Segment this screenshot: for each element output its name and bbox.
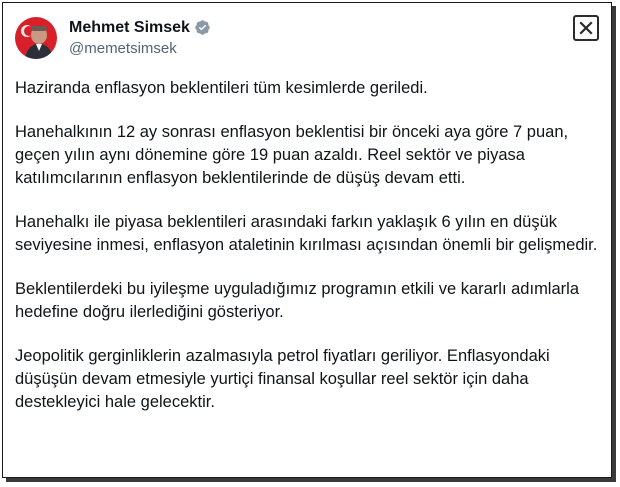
author-names bbox=[69, 18, 211, 59]
tweet-card bbox=[2, 2, 612, 478]
tweet-paragraph: Beklentilerdeki bu iyileşme uyguladığımız programın etkili ve kararlı adımlarla hedefine doğru ilerlediğini gösteriyor. bbox=[15, 280, 579, 321]
close-icon bbox=[579, 21, 593, 35]
tweet-paragraph: Haziranda enflasyon beklentileri tüm kesimlerde geriledi. bbox=[15, 79, 428, 97]
tweet-paragraph: Hanehalkının 12 ay sonrası enflasyon beklentisi bir önceki aya göre 7 puan, geçen yılın aynı dönemine göre 19 puan azaldı. Reel sektör ve piyasa katılımcılarının enflasyon beklentilerinde de düşüş devam etti. bbox=[15, 123, 569, 187]
author-handle[interactable]: @memetsimsek bbox=[69, 39, 177, 57]
tweet-paragraph: Jeopolitik gerginliklerin azalmasıyla petrol fiyatları geriliyor. Enflasyondaki düşüşün devam etmesiyle yurtiçi finansal koşullar reel sektör için daha destekleyici hale gelecektir. bbox=[15, 347, 550, 411]
profile-photo-icon bbox=[15, 17, 57, 59]
close-button[interactable] bbox=[573, 15, 599, 41]
tweet-text bbox=[15, 77, 605, 414]
verified-badge-icon bbox=[194, 19, 211, 36]
display-name[interactable]: Mehmet Simsek bbox=[69, 18, 190, 36]
tweet-header bbox=[15, 17, 211, 59]
avatar[interactable] bbox=[15, 17, 57, 59]
tweet-paragraph: Hanehalkı ile piyasa beklentileri arasındaki farkın yaklaşık 6 yılın en düşük seviyesine inmesi, enflasyon ataletinin kırılması açısından önemli bir gelişmedir. bbox=[15, 213, 598, 254]
name-row bbox=[69, 18, 211, 38]
